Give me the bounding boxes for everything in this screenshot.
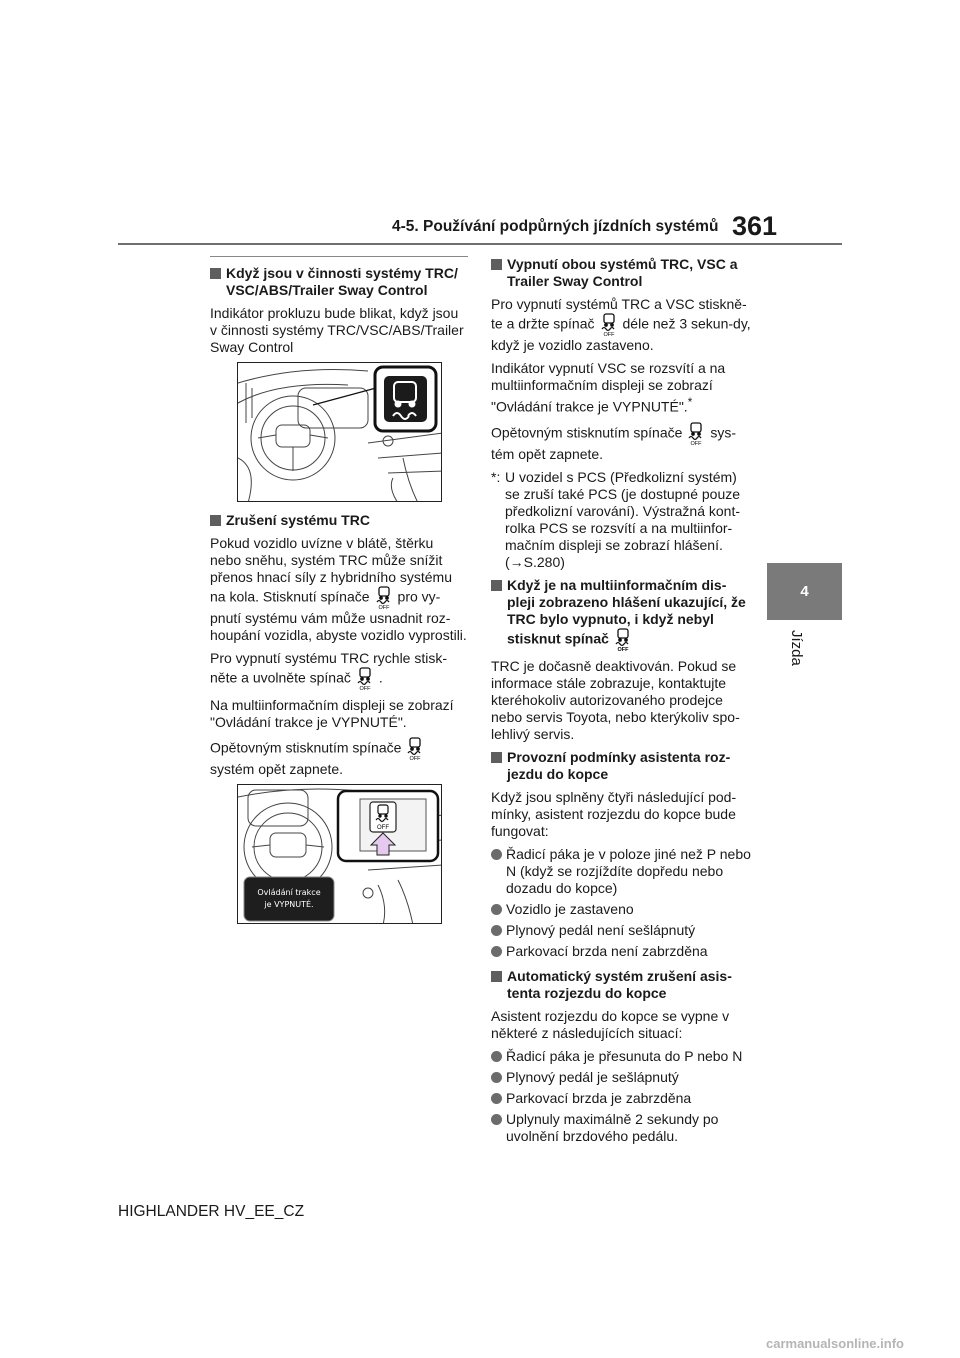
list-item: Plynový pedál není sešlápnutý	[491, 922, 753, 939]
section-title: 4-5. Používání podpůrných jízdních systémů	[392, 218, 719, 235]
left-column	[210, 256, 468, 934]
square-bullet-icon	[491, 580, 502, 591]
svg-text:OFF: OFF	[409, 756, 421, 761]
vsc-off-switch-icon	[373, 586, 395, 610]
list-item: Řadicí páka je přesunuta do P nebo N	[491, 1048, 753, 1065]
heading-trc-cancel: Zrušení systému TRC	[210, 512, 468, 529]
vsc-off-switch-icon	[612, 628, 634, 652]
chapter-number: 4	[800, 583, 809, 600]
paragraph: Asistent rozjezdu do kopce se vypne v některé z následujících situací:	[491, 1007, 730, 1041]
paragraph: Pro vypnutí systému TRC rychle stisk-něte a uvolněte spínač OFF .	[210, 650, 448, 691]
square-bullet-icon	[491, 971, 502, 982]
svg-text:OFF: OFF	[690, 440, 702, 446]
heading-hill-start-auto-cancel: Automatický systém zrušení asis-tenta rozjezdu do kopce	[491, 968, 753, 1002]
round-bullet-icon	[491, 1051, 502, 1062]
page-number: 361	[732, 211, 778, 241]
list-item: Uplynuly maximálně 2 sekundy po uvolnění brzdového pedálu.	[491, 1111, 753, 1145]
list-item: Parkovací brzda není zabrzděna	[491, 943, 753, 960]
dashboard-off-switch-figure	[237, 784, 442, 924]
heading-trc-off-message: Když je na multiinformačním dis-pleji zobrazeno hlášení ukazující, že TRC bylo vypnuto, i když nebyl stisknut spínač OFF	[491, 577, 753, 652]
paragraph: Pro vypnutí systémů TRC a VSC stiskně-te a držte spínač OFF déle než 3 sekun-dy, když je vozidlo zastaveno.	[491, 296, 751, 353]
paragraph: Indikátor prokluzu bude blikat, když jsou v činnosti systémy TRC/VSC/ABS/Trailer Sway Control	[210, 305, 464, 355]
round-bullet-icon	[491, 946, 502, 957]
column-rule	[210, 256, 468, 257]
chapter-tab[interactable]	[767, 563, 842, 620]
vsc-off-switch-icon	[354, 667, 376, 691]
dashboard-illustration	[238, 363, 442, 502]
chapter-label-wrap	[787, 630, 807, 690]
svg-text:OFF: OFF	[617, 646, 629, 652]
footer-model-code: HIGHLANDER HV_EE_CZ	[118, 1203, 305, 1220]
footnote: *: U vozidel s PCS (Předkolizní systém) se zruší také PCS (je dostupné pouze předkolizní varování). Výstražná kont-rolka PCS se rozsvítí a na multiinfor-mačním displeji se zobrazí hlášení. (→S.280)	[491, 468, 741, 570]
paragraph: Na multiinformačním displeji se zobrazí "Ovládání trakce je VYPNUTÉ".	[210, 697, 454, 730]
round-bullet-icon	[491, 849, 502, 860]
heading-hill-start-conditions: Provozní podmínky asistenta roz-jezdu do kopce	[491, 749, 753, 783]
heading-disable-both: Vypnutí obou systémů TRC, VSC a Trailer Sway Control	[491, 256, 753, 290]
svg-text:OFF: OFF	[359, 686, 371, 691]
watermark: carmanualsonline.info	[766, 1336, 904, 1351]
heading-trc-vsc-active: Když jsou v činnosti systémy TRC/ VSC/ABS/Trailer Sway Control	[210, 265, 468, 299]
list-item: Vozidlo je zastaveno	[491, 901, 753, 918]
chapter-label: Jízda	[788, 630, 805, 666]
round-bullet-icon	[491, 1114, 502, 1125]
fig-label-line1: Ovládání trakce	[257, 888, 321, 897]
round-bullet-icon	[491, 904, 502, 915]
list-item: Řadicí páka je v poloze jiné než P nebo N (když se rozjíždíte dopředu nebo dozadu do kopce)	[491, 846, 753, 897]
paragraph: Pokud vozidlo uvízne v blátě, štěrku nebo sněhu, systém TRC může snížit přenos hnací síly z hybridního systému na kola. Stisknutí spínače OFF pro vy-pnutí systému vám může usnadnit roz-houpání vozidla, abyste vozidlo vyprostili.	[210, 535, 467, 643]
svg-text:OFF: OFF	[378, 605, 390, 610]
cancel-list	[491, 1048, 753, 1145]
square-bullet-icon	[210, 515, 221, 526]
paragraph: Když jsou splněny čtyři následující pod-mínky, asistent rozjezdu do kopce bude fungovat:	[491, 788, 737, 839]
dashboard-slip-indicator-figure	[237, 362, 442, 502]
fig-label-line2: je VYPNUTÉ.	[264, 900, 314, 909]
dashboard-illustration	[238, 785, 442, 924]
square-bullet-icon	[491, 259, 502, 270]
svg-text:OFF: OFF	[603, 332, 615, 337]
square-bullet-icon	[491, 752, 502, 763]
square-bullet-icon	[210, 268, 221, 279]
paragraph: TRC je dočasně deaktivován. Pokud se informace stále zobrazuje, kontaktujte kteréhokoliv autorizovaného prodejce nebo servis Toyota, nebo kterýkoliv spo-lehlivý servis.	[491, 657, 740, 742]
list-item: Plynový pedál je sešlápnutý	[491, 1069, 753, 1086]
paragraph: Opětovným stisknutím spínače OFF systém opět zapnete.	[210, 737, 468, 778]
vsc-off-switch-icon	[685, 422, 707, 446]
round-bullet-icon	[491, 1093, 502, 1104]
vsc-off-switch-icon	[404, 737, 426, 761]
round-bullet-icon	[491, 925, 502, 936]
svg-text:OFF: OFF	[377, 825, 389, 831]
paragraph: Indikátor vypnutí VSC se rozsvítí a na multiinformačním displeji se zobrazí "Ovládání trakce je VYPNUTÉ".*	[491, 360, 726, 415]
vsc-off-switch-icon	[598, 313, 620, 337]
right-column	[491, 256, 753, 1149]
header-rule	[118, 243, 842, 245]
list-item: Parkovací brzda je zabrzděna	[491, 1090, 753, 1107]
paragraph: Opětovným stisknutím spínače OFF sys-tém opět zapnete.	[491, 422, 753, 463]
round-bullet-icon	[491, 1072, 502, 1083]
condition-list	[491, 846, 753, 960]
